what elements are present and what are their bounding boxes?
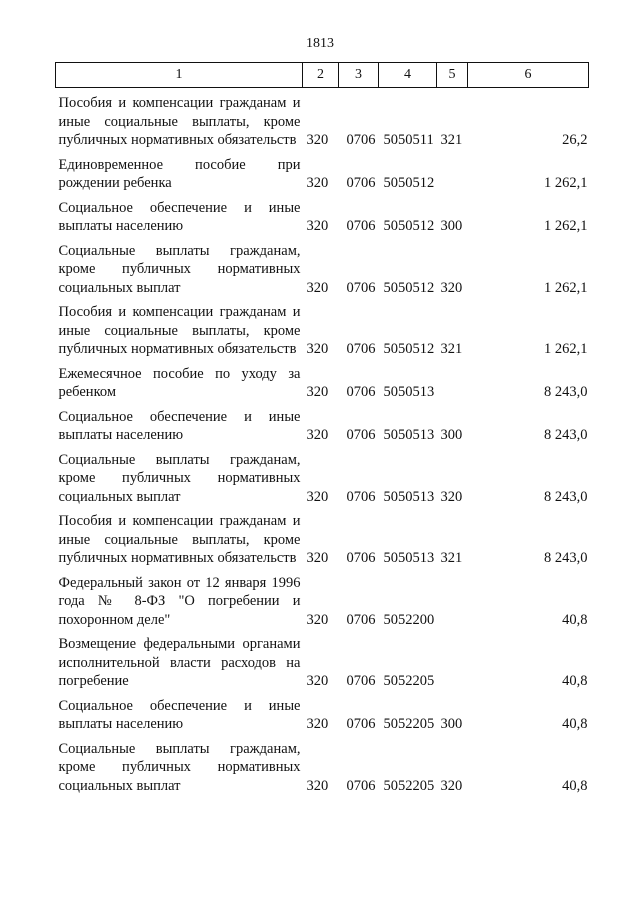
row-col-5: 320 (440, 488, 463, 505)
row-col-4: 5050512 (383, 279, 435, 296)
table-row (56, 629, 589, 691)
row-col-3: 0706 (346, 175, 376, 191)
row-col-4: 5052205 (383, 673, 435, 689)
row-name: Ежемесячное пособие по уходу за ребенком (58, 365, 301, 400)
row-col-5: 321 (440, 550, 463, 566)
row-name: Социальные выплаты гражданам, кроме публичных нормативных социальных выплат (58, 242, 301, 296)
row-amount: 8 243,0 (544, 384, 588, 400)
row-col-3: 0706 (346, 550, 376, 566)
row-col-5 (437, 568, 468, 630)
row-amount: 1 262,1 (544, 218, 588, 234)
table-header (56, 63, 589, 88)
row-col-4: 5052205 (383, 716, 435, 732)
row-col-5 (437, 150, 468, 193)
row-col-2: 320 (306, 341, 329, 357)
row-col-2: 320 (306, 550, 329, 566)
row-col-4: 5050513 (383, 427, 435, 443)
row-name: Пособия и компенсации гражданам и иные социальные выплаты, кроме публичных нормативных обязательств (58, 513, 301, 566)
row-col-4: 5050512 (383, 341, 435, 357)
header-col-6: 6 (468, 63, 589, 88)
row-amount: 26,2 (562, 132, 588, 148)
row-name: Федеральный закон от 12 января 1996 года № 8-ФЗ "О погребении и похоронном деле" (58, 574, 301, 628)
row-amount: 40,8 (562, 673, 588, 689)
row-col-2: 320 (306, 427, 329, 443)
row-col-2: 320 (306, 611, 329, 628)
row-col-3: 0706 (346, 427, 376, 443)
row-col-4: 5050511 (383, 132, 434, 148)
row-name: Социальное обеспечение и иные выплаты населению (58, 697, 301, 732)
row-col-2: 320 (306, 673, 329, 689)
row-col-4: 5050513 (383, 384, 435, 400)
row-col-2: 320 (306, 716, 329, 732)
row-col-4: 5052200 (383, 611, 435, 628)
row-col-4: 5050513 (383, 550, 435, 566)
row-name: Социальное обеспечение и иные выплаты населению (58, 199, 301, 234)
row-col-5: 321 (440, 132, 463, 148)
row-amount: 1 262,1 (544, 341, 588, 357)
row-col-4: 5050513 (383, 488, 435, 505)
row-amount: 8 243,0 (544, 488, 588, 505)
budget-table (55, 62, 589, 795)
row-col-5: 300 (440, 716, 463, 732)
row-col-2: 320 (306, 175, 329, 191)
header-row (56, 63, 589, 88)
row-amount: 8 243,0 (544, 550, 588, 566)
row-name: Единовременное пособие при рождении ребенка (58, 156, 301, 191)
row-col-2: 320 (306, 132, 329, 148)
row-col-3: 0706 (346, 611, 376, 628)
header-col-5: 5 (437, 63, 468, 88)
table-body (56, 88, 589, 796)
row-col-5: 300 (440, 427, 463, 443)
row-col-2: 320 (306, 384, 329, 400)
table-row (56, 734, 589, 796)
row-col-3: 0706 (346, 673, 376, 689)
row-col-5 (437, 629, 468, 691)
table-row (56, 88, 589, 150)
row-col-3: 0706 (346, 279, 376, 296)
row-amount: 8 243,0 (544, 427, 588, 443)
row-col-5: 321 (440, 341, 463, 357)
page-number: 1813 (306, 36, 334, 51)
row-col-4: 5052205 (383, 777, 435, 794)
table-row (56, 691, 589, 734)
row-name: Пособия и компенсации гражданам и иные социальные выплаты, кроме публичных нормативных обязательств (58, 304, 301, 357)
row-col-2: 320 (306, 777, 329, 794)
row-col-3: 0706 (346, 488, 376, 505)
row-col-4: 5050512 (383, 175, 435, 191)
row-col-5: 320 (440, 279, 463, 296)
header-col-3: 3 (339, 63, 379, 88)
table-row (56, 568, 589, 630)
header-col-2: 2 (303, 63, 339, 88)
row-col-2: 320 (306, 279, 329, 296)
row-col-2: 320 (306, 218, 329, 234)
table-row (56, 150, 589, 193)
row-name: Социальные выплаты гражданам, кроме публичных нормативных социальных выплат (58, 740, 301, 794)
table-row (56, 236, 589, 298)
row-name: Социальное обеспечение и иные выплаты населению (58, 408, 301, 443)
table-row (56, 445, 589, 507)
row-col-4: 5050512 (383, 218, 435, 234)
row-name: Социальные выплаты гражданам, кроме публичных нормативных социальных выплат (58, 451, 301, 505)
row-col-5: 320 (440, 777, 463, 794)
row-amount: 40,8 (562, 611, 588, 628)
table-row (56, 193, 589, 236)
row-amount: 1 262,1 (544, 279, 588, 296)
table-row (56, 297, 589, 359)
row-amount: 40,8 (562, 716, 588, 732)
row-col-2: 320 (306, 488, 329, 505)
header-col-4: 4 (379, 63, 437, 88)
row-name: Пособия и компенсации гражданам и иные социальные выплаты, кроме публичных нормативных обязательств (58, 95, 301, 148)
row-col-5: 300 (440, 218, 463, 234)
table-row (56, 359, 589, 402)
row-col-3: 0706 (346, 777, 376, 794)
table-row (56, 402, 589, 445)
header-col-1: 1 (56, 63, 303, 88)
row-col-3: 0706 (346, 716, 376, 732)
row-col-3: 0706 (346, 132, 376, 148)
row-col-3: 0706 (346, 341, 376, 357)
table-row (56, 506, 589, 568)
row-col-5 (437, 359, 468, 402)
row-amount: 1 262,1 (544, 175, 588, 191)
row-name: Возмещение федеральными органами исполнительной власти расходов на погребение (58, 636, 301, 689)
row-col-3: 0706 (346, 218, 376, 234)
row-amount: 40,8 (562, 777, 588, 794)
row-col-3: 0706 (346, 384, 376, 400)
